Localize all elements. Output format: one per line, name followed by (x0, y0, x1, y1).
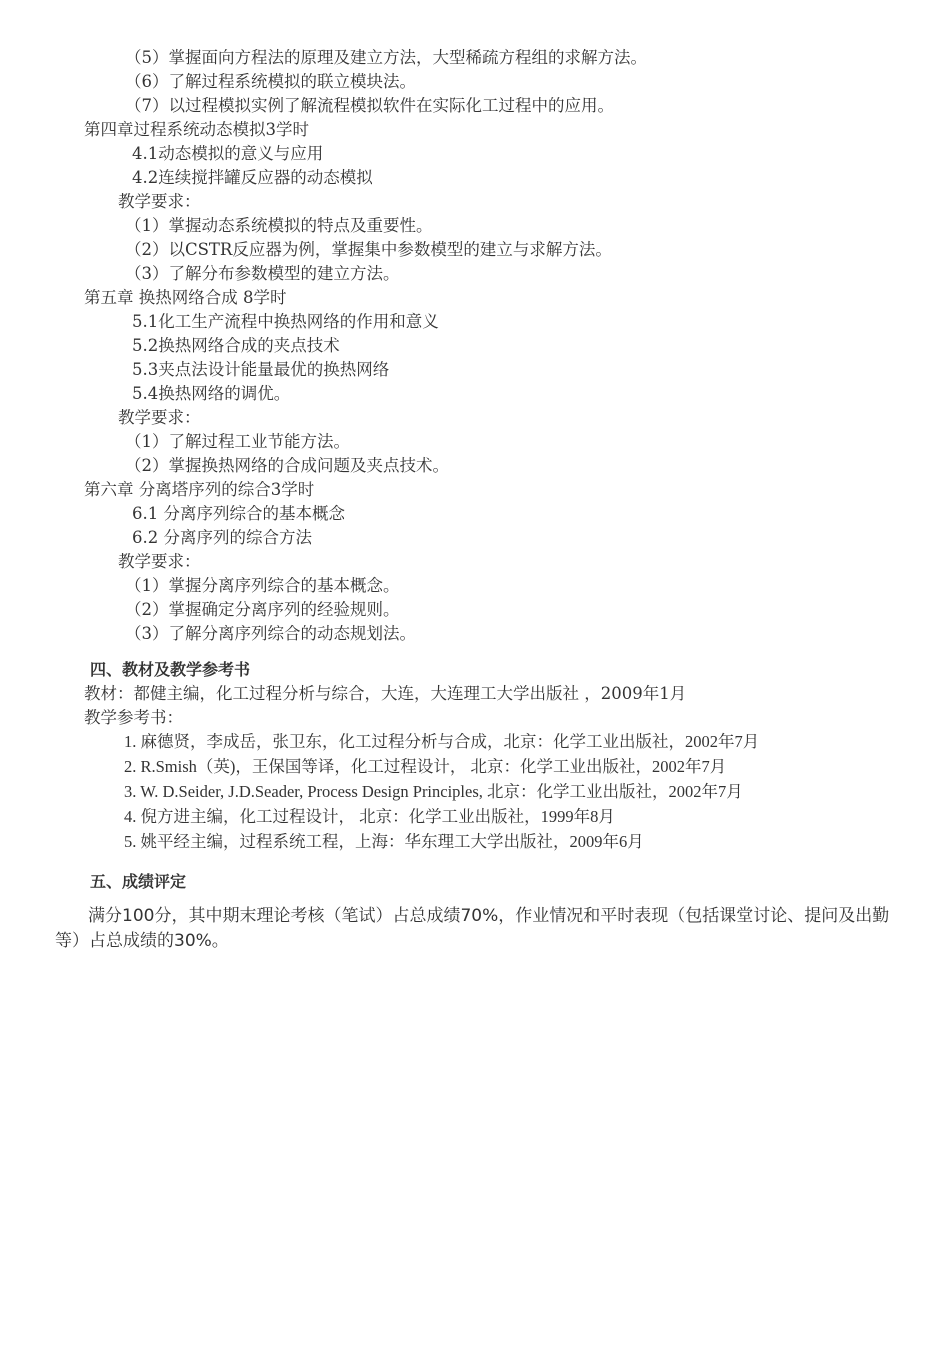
ch5-requirements-label: 教学要求： (118, 408, 201, 427)
ch6-requirement-2: （2）掌握确定分离序列的经验规则。 (125, 600, 400, 619)
section4-heading: 四、教材及教学参考书 (90, 660, 251, 679)
ch4-section-2: 4.2连续搅拌罐反应器的动态模拟 (132, 168, 373, 187)
grading-paragraph (55, 904, 905, 954)
ch3-requirement-6: （6）了解过程系统模拟的联立模块法。 (125, 72, 416, 91)
ch6-section-2: 6.2 分离序列的综合方法 (132, 528, 312, 547)
textbook-line: 教材：都健主编，化工过程分析与综合，大连，大连理工大学出版社 ，2009年1月 (84, 684, 687, 703)
references-label: 教学参考书： (84, 708, 183, 727)
ch5-requirement-1: （1）了解过程工业节能方法。 (125, 432, 350, 451)
ch4-requirement-1: （1）掌握动态系统模拟的特点及重要性。 (125, 216, 433, 235)
ch3-requirement-5: （5）掌握面向方程法的原理及建立方法，大型稀疏方程组的求解方法。 (125, 48, 647, 67)
reference-item: 5. 姚平经主编，过程系统工程，上海：华东理工大学出版社，2009年6月 (124, 832, 644, 851)
chapter4-title: 第四章过程系统动态模拟3学时 (84, 120, 309, 139)
ch6-section-1: 6.1 分离序列综合的基本概念 (132, 504, 345, 523)
chapter6-title: 第六章 分离塔序列的综合3学时 (84, 480, 315, 499)
ch4-requirement-2: （2）以CSTR反应器为例，掌握集中参数模型的建立与求解方法。 (125, 240, 612, 259)
section5-heading: 五、成绩评定 (90, 872, 187, 891)
ch3-requirement-7: （7）以过程模拟实例了解流程模拟软件在实际化工过程中的应用。 (125, 96, 614, 115)
ch6-requirements-label: 教学要求： (118, 552, 201, 571)
ch6-requirement-1: （1）掌握分离序列综合的基本概念。 (125, 576, 400, 595)
reference-item: 3. W. D.Seider, J.D.Seader, Process Design Principles, 北京：化学工业出版社，2002年7月 (124, 782, 743, 801)
grading-text: 满分100分，其中期末理论考核（笔试）占总成绩70%，作业情况和平时表现（包括课堂讨论、提问及出勤等）占总成绩的30%。 (55, 906, 890, 951)
reference-item: 4. 倪方进主编，化工过程设计， 北京：化学工业出版社，1999年8月 (124, 807, 615, 826)
ch4-requirements-label: 教学要求： (118, 192, 201, 211)
ch4-requirement-3: （3）了解分布参数模型的建立方法。 (125, 264, 400, 283)
chapter5-title: 第五章 换热网络合成 8学时 (84, 288, 287, 307)
ch5-section-3: 5.3夹点法设计能量最优的换热网络 (132, 360, 390, 379)
reference-item: 1. 麻德贤，李成岳，张卫东，化工过程分析与合成，北京：化学工业出版社，2002年7月 (124, 732, 760, 751)
ch5-section-1: 5.1化工生产流程中换热网络的作用和意义 (132, 312, 439, 331)
ch6-requirement-3: （3）了解分离序列综合的动态规划法。 (125, 624, 416, 643)
ch4-section-1: 4.1动态模拟的意义与应用 (132, 144, 324, 163)
ch5-requirement-2: （2）掌握换热网络的合成问题及夹点技术。 (125, 456, 449, 475)
reference-item: 2. R.Smish（英)，王保国等译，化工过程设计， 北京：化学工业出版社，2002年7月 (124, 757, 727, 776)
ch5-section-2: 5.2换热网络合成的夹点技术 (132, 336, 340, 355)
ch5-section-4: 5.4换热网络的调优。 (132, 384, 291, 403)
